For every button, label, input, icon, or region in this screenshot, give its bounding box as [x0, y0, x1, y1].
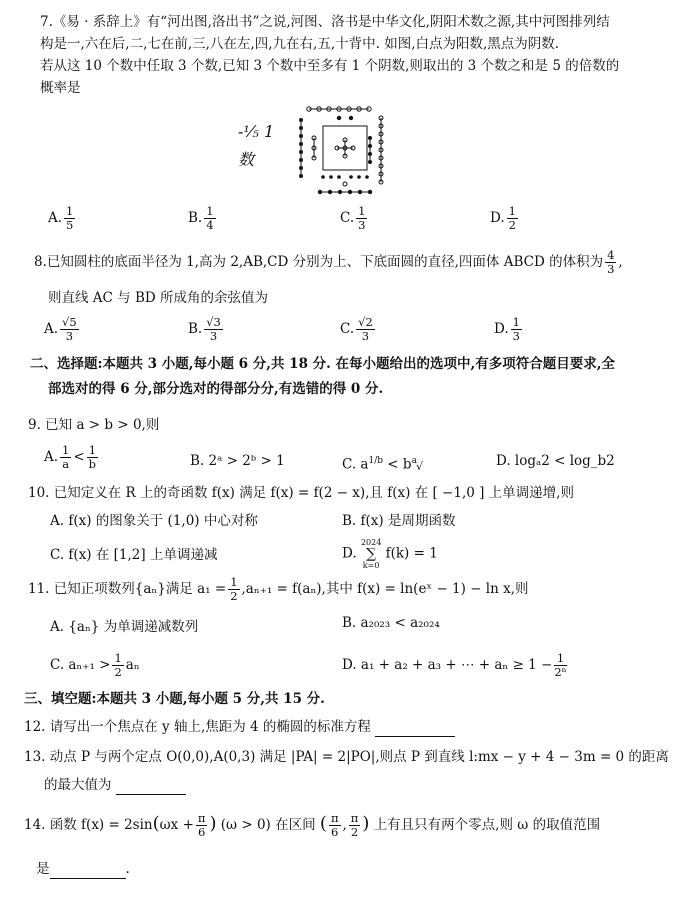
q11-option-d[interactable]: D. a₁ + a₂ + a₃ + ⋯ + aₙ ≥ 1 − $\frac{1}{\text{2ⁿ}}$ [342, 651, 567, 679]
q11-option-b[interactable]: B. a₂₀₂₃ < a₂₀₂₄ [342, 615, 440, 631]
section2-heading-line2: 部选对的得 6 分,部分选对的得部分分,有选错的得 0 分. [48, 381, 384, 397]
q8-line1: 8.已知圆柱的底面半径为 1,高为 2,AB,CD 分别为上、下底面圆的直径,四面体 ABCD 的体积为 $\frac{4}{3}$ , [34, 248, 623, 276]
q8-line2: 则直线 AC 与 BD 所成角的余弦值为 [48, 290, 268, 306]
q14-line2: 是 . [36, 861, 130, 877]
q8-option-b[interactable]: B. $\frac{√3}{3}$ [188, 315, 221, 343]
q13-line2: 的最大值为 [44, 776, 186, 795]
check-mark: √ [416, 460, 424, 473]
hetu-figure [295, 100, 395, 200]
q9-option-d[interactable]: D. logₐ2 < log_b2 [496, 453, 615, 469]
q8-option-d[interactable]: D. $\frac{1}{3}$ [494, 315, 520, 343]
q10-option-a[interactable]: A. f(x) 的图象关于 (1,0) 中心对称 [50, 513, 258, 529]
q9-stem: 9. 已知 a > b > 0,则 [28, 417, 160, 433]
section3-heading: 三、填空题:本题共 3 小题,每小题 5 分,共 15 分. [24, 691, 325, 707]
q11-stem: 11. 已知正项数列{aₙ}满足 a₁ = $\frac{1}{2}$ ,aₙ₊₁ = f(aₙ),其中 f(x) = ln(eˣ − 1) − ln x,则 [28, 575, 529, 603]
q7-line1: 7.《易 · 系辞上》有“河出图,洛出书”之说,河图、洛书是中华文化,阴阳术数之源,其中河图排列结 [40, 14, 610, 30]
q12-stem: 12. 请写出一个焦点在 y 轴上,焦距为 4 的椭圆的标准方程 [24, 718, 455, 737]
q8-option-a[interactable]: A. $\frac{√5}{3}$ [44, 315, 77, 343]
q10-option-b[interactable]: B. f(x) 是周期函数 [342, 513, 456, 529]
q7-line4: 概率是 [40, 80, 81, 96]
handwritten-note: -⅕ 1数 [238, 122, 275, 169]
q10-stem: 10. 已知定义在 R 上的奇函数 f(x) 满足 f(x) = f(2 − x),且 f(x) 在 [ −1,0 ] 上单调递增,则 [28, 485, 574, 501]
q7-option-d[interactable]: D. $\frac{1}{2}$ [490, 204, 516, 232]
section2-heading-line1: 二、选择题:本题共 3 小题,每小题 6 分,共 18 分. 在每小题给出的选项中,有多项符合题目要求,全 [30, 356, 615, 372]
q7-option-c[interactable]: C. $\frac{1}{3}$ [340, 204, 366, 232]
q9-option-c[interactable]: C. $a^{1/b} < b^a$ [342, 456, 417, 473]
q7-line3: 若从这 10 个数中任取 3 个数,已知 3 个数中至多有 1 个阴数,则取出的 3 个数之和是 5 的倍数的 [40, 58, 620, 74]
q7-line2: 构是一,六在后,二,七在前,三,八在左,四,九在右,五,十背中. 如图,白点为阳数,黑点为阴数. [40, 36, 560, 52]
q12-answer-blank[interactable] [375, 718, 455, 737]
q14-answer-blank[interactable] [50, 860, 126, 879]
q8-option-c[interactable]: C. $\frac{√2}{3}$ [340, 315, 373, 343]
q13-answer-blank[interactable] [116, 776, 186, 795]
q10-option-d[interactable]: D. 2024 ∑ k=0 f(k) = 1 [342, 538, 438, 570]
q11-option-a[interactable]: A. {aₙ} 为单调递减数列 [50, 619, 199, 635]
q7-option-b[interactable]: B. $\frac{1}{4}$ [188, 204, 214, 232]
q7-option-a[interactable]: A. $\frac{1}{5}$ [48, 204, 74, 232]
q9-option-b[interactable]: B. 2ᵃ > 2ᵇ > 1 [190, 453, 285, 469]
q11-option-c[interactable]: C. aₙ₊₁ > $\frac{1}{2}$ aₙ [50, 651, 140, 679]
q9-option-a[interactable]: A. $\frac{1}{a}$ < $\frac{1}{b}$ [44, 443, 97, 471]
q14-line1: 14. 函数 f(x) = 2sin(ωx + $\frac{\pi}{6}$ ) (ω > 0) 在区间 ( $\frac{\pi}{6}$ , $\frac{\pi}{2}$ ) 上有且只有两个零点,则 ω 的取值范围 [24, 811, 601, 839]
q10-option-c[interactable]: C. f(x) 在 [1,2] 上单调递减 [50, 547, 218, 563]
q13-line1: 13. 动点 P 与两个定点 O(0,0),A(0,3) 满足 |PA| = 2|PO|,则点 P 到直线 l:mx − y + 4 − 3m = 0 的距离 [24, 749, 669, 765]
